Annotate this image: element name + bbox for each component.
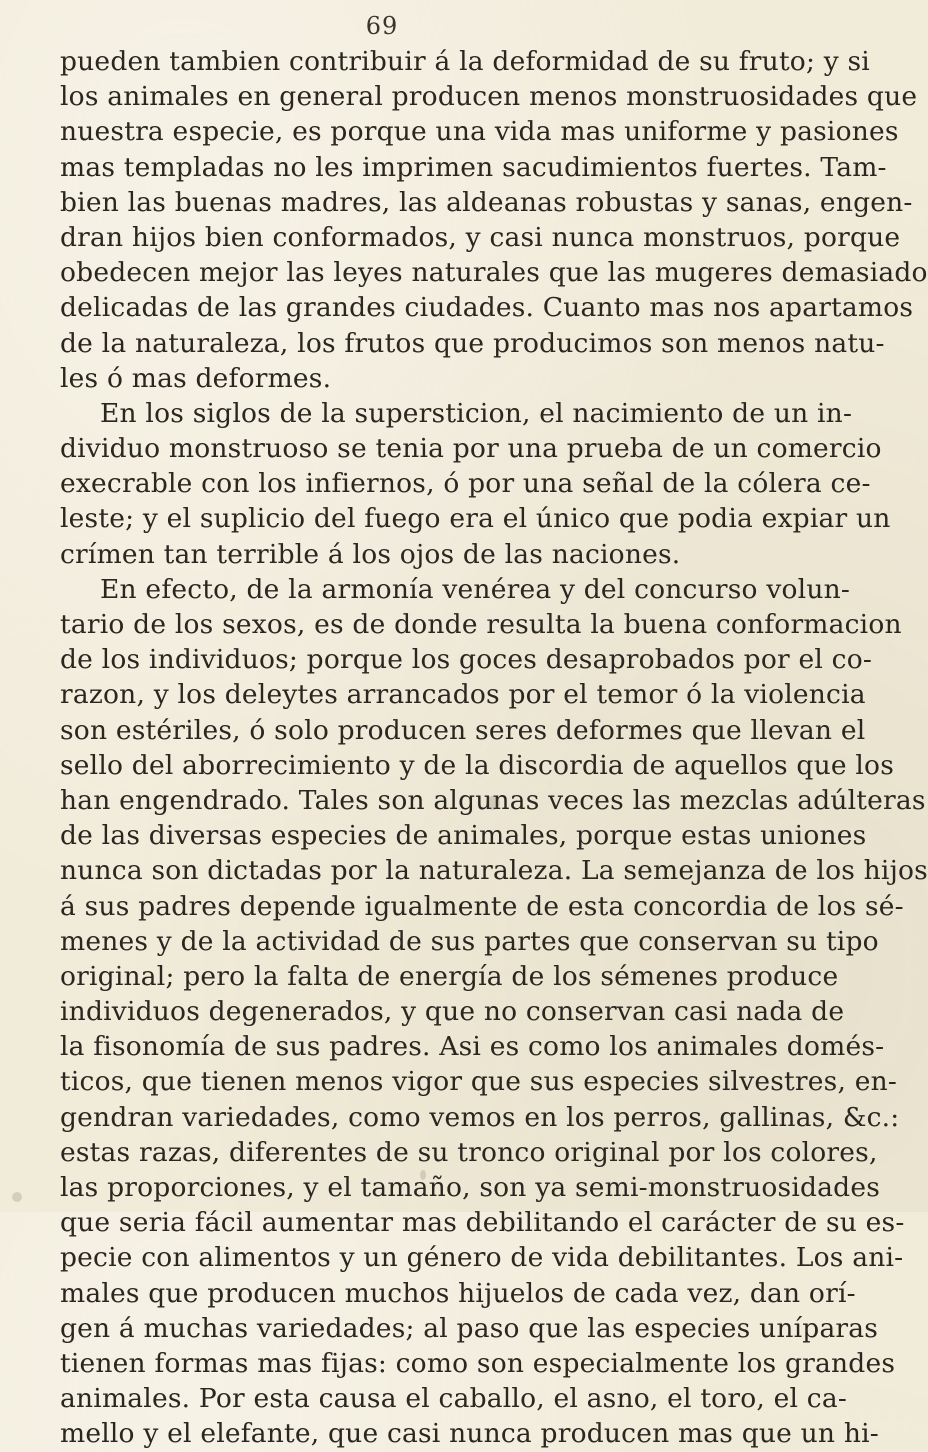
page-number: 69 [365,12,399,40]
text-line: ticos, que tienen menos vigor que sus especies silvestres, en- [60,1066,897,1098]
text-line: la fisonomía de sus padres. Asi es como los animales domés- [60,1031,885,1063]
text-line: son estériles, ó solo producen seres deformes que llevan el [60,714,866,746]
text-line: males que producen muchos hijuelos de cada vez, dan orí- [60,1277,856,1309]
text-line: menes y de la actividad de sus partes que conservan su tipo [60,925,879,957]
text-line: de las diversas especies de animales, porque estas uniones [60,820,867,852]
text-line: gendran variedades, como vemos en los perros, gallinas, &c.: [60,1101,900,1133]
text-line: dran hijos bien conformados, y casi nunca monstruos, porque [60,221,901,253]
text-line: razon, y los deleytes arrancados por el temor ó la violencia [60,679,866,711]
text-line: tienen formas mas fijas: como son especialmente los grandes [60,1347,896,1379]
text-line: original; pero la falta de energía de los sémenes produce [60,960,839,992]
text-line: han engendrado. Tales son algunas veces las mezclas adúlteras [60,784,926,816]
text-line: á sus padres depende igualmente de esta concordia de los sé- [60,890,904,922]
text-line: las proporciones, y el tamaño, son ya semi-monstruosidades [60,1172,881,1203]
text-line: sello del aborrecimiento y de la discordia de aquellos que los [60,749,894,781]
text-line: leste; y el suplicio del fuego era el único que podia expiar un [60,503,891,535]
text-line: que seria fácil aumentar mas debilitando el carácter de su es- [60,1207,905,1239]
text-line: estas razas, diferentes de su tronco original por los colores, [60,1136,878,1168]
text-line: de los individuos; porque los goces desaprobados por el co- [60,644,873,676]
text-line: mello y el elefante, que casi nunca producen mas que un hi- [60,1418,879,1450]
text-line: tario de los sexos, es de donde resulta la buena conformacion [60,609,902,640]
text-line: delicadas de las grandes ciudades. Cuanto mas nos apartamos [60,292,914,324]
text-line-paragraph-end: les ó mas deformes. [60,362,332,394]
text-line: nuestra especie, es porque una vida mas uniforme y pasiones [60,116,899,148]
text-line: pueden tambien contribuir á la deformidad de su fruto; y si [60,46,870,77]
text-line: mas templadas no les imprimen sacudimientos fuertes. Tam- [60,151,887,183]
text-line: execrable con los infiernos, ó por una señal de la cólera ce- [60,468,871,500]
text-line-paragraph-end: crímen tan terrible á los ojos de las naciones. [60,538,681,570]
text-line: gen á muchas variedades; al paso que las especies uníparas [60,1312,879,1344]
text-line-paragraph-start: En los siglos de la supersticion, el nacimiento de un in- [100,397,853,429]
text-line: pecie con alimentos y un género de vida debilitantes. Los ani- [60,1242,904,1274]
text-line: obedecen mejor las leyes naturales que las mugeres demasiado [60,257,928,289]
text-line: los animales en general producen menos monstruosidades que [60,81,918,113]
text-line: dividuo monstruoso se tenia por una prueba de un comercio [60,433,882,465]
text-line: de la naturaleza, los frutos que producimos son menos natu- [60,327,885,359]
text-line: bien las buenas madres, las aldeanas robustas y sanas, engen- [60,186,913,218]
body-text [60,44,928,1452]
text-line: animales. Por esta causa el caballo, el asno, el toro, el ca- [60,1383,847,1415]
ink-spot [12,1192,22,1202]
text-line-paragraph-start: En efecto, de la armonía venérea y del concurso volun- [100,573,851,605]
text-line: individuos degenerados, y que no conservan casi nada de [60,996,845,1028]
text-line: nunca son dictadas por la naturaleza. La semejanza de los hijos [60,855,928,887]
